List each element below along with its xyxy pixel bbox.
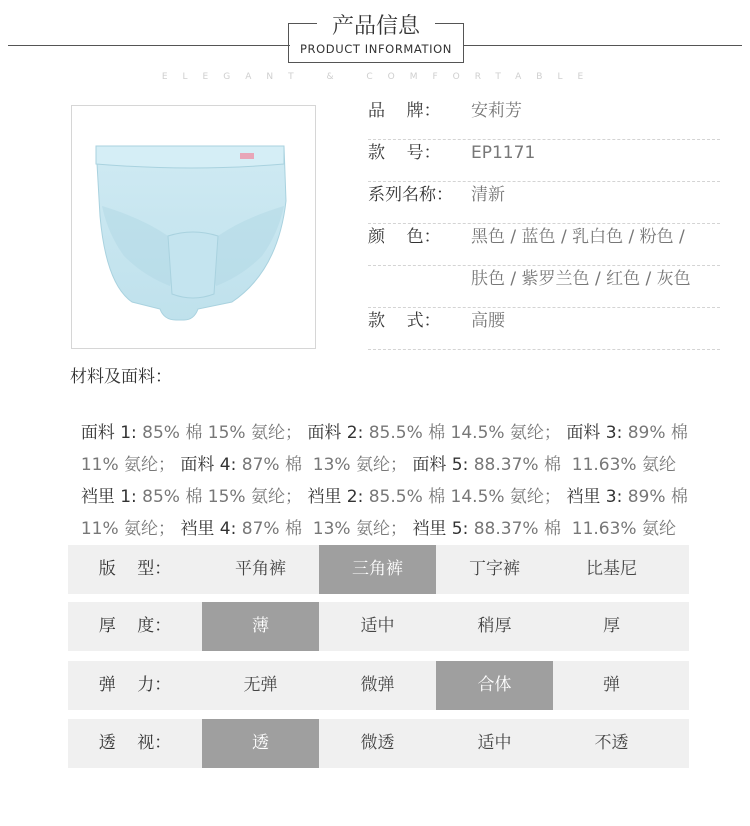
material-value: 85% 棉 15% 氨纶； <box>136 423 308 443</box>
material-value: 11% 氨纶； <box>80 519 181 539</box>
spec-row-color <box>368 224 720 266</box>
attr-label: 透 视： <box>98 733 172 753</box>
underwear-icon <box>72 106 315 348</box>
attr-option: 微弹 <box>360 675 395 695</box>
spec-row-series <box>368 182 720 224</box>
material-value: 88.37% 棉 11.63% 氨纶 <box>468 455 676 475</box>
spec-row-style <box>368 308 720 350</box>
attr-option: 平角裤 <box>235 559 286 579</box>
material-label: 面料 4: <box>180 455 237 475</box>
spec-row-model <box>368 140 720 182</box>
material-label: 裆里 3: <box>566 487 623 507</box>
attr-row-fit <box>68 545 689 594</box>
attr-label: 版 型： <box>98 559 172 579</box>
material-value: 85.5% 棉 14.5% 氨纶； <box>363 423 567 443</box>
attr-option: 厚 <box>603 616 620 636</box>
attr-option: 不透 <box>594 733 629 753</box>
materials-title: 材料及面料： <box>70 367 172 387</box>
header-rule-right <box>464 45 742 46</box>
attr-row-thickness <box>68 602 689 651</box>
material-label: 裆里 5: <box>412 519 469 539</box>
tagline: ELEGANT & COMFORTABLE <box>161 72 599 82</box>
attr-row-transparency <box>68 719 689 768</box>
spec-value: 肤色 / 紫罗兰色 / 红色 / 灰色 <box>471 269 691 289</box>
material-value: 88.37% 棉 11.63% 氨纶 <box>468 519 676 539</box>
product-image <box>71 105 316 349</box>
attr-option: 适中 <box>360 616 395 636</box>
attr-option: 弹 <box>603 675 620 695</box>
material-value: 85% 棉 15% 氨纶； <box>136 487 308 507</box>
section-subtitle: PRODUCT INFORMATION <box>300 42 452 56</box>
spec-value: 高腰 <box>471 311 505 331</box>
attr-label: 厚 度： <box>98 616 172 636</box>
spec-value: EP1171 <box>471 143 536 163</box>
material-value: 11% 氨纶； <box>80 455 181 475</box>
material-label: 面料 2: <box>307 423 364 443</box>
material-label: 裆里 4: <box>180 519 237 539</box>
material-label: 面料 5: <box>412 455 469 475</box>
spec-value: 黑色 / 蓝色 / 乳白色 / 粉色 / <box>471 227 685 247</box>
section-title: 产品信息 <box>331 14 420 39</box>
attr-option: 无弹 <box>243 675 278 695</box>
attr-option: 透 <box>202 719 319 768</box>
spec-label: 款 式： <box>368 311 441 331</box>
material-label: 面料 1: <box>80 423 137 443</box>
material-value: 89% 棉 <box>622 423 688 443</box>
spec-label: 颜 色： <box>368 227 441 247</box>
spec-label: 品 牌： <box>368 101 441 121</box>
attr-option: 薄 <box>202 602 319 651</box>
spec-label: 系列名称： <box>368 185 453 205</box>
header-rule-left <box>8 45 290 46</box>
material-value: 87% 棉 13% 氨纶； <box>236 519 413 539</box>
attr-row-elasticity <box>68 661 689 710</box>
materials-line <box>70 490 676 542</box>
material-value: 89% 棉 <box>622 487 688 507</box>
attr-option: 微透 <box>360 733 395 753</box>
spec-label: 款 号： <box>368 143 441 163</box>
material-label: 裆里 1: <box>80 487 137 507</box>
spec-row-color-cont <box>368 266 720 308</box>
attr-label: 弹 力： <box>98 675 172 695</box>
attr-option: 适中 <box>477 733 512 753</box>
spec-row-brand <box>368 98 720 140</box>
spec-value: 清新 <box>471 185 505 205</box>
material-value: 87% 棉 13% 氨纶； <box>236 455 413 475</box>
material-value: 85.5% 棉 14.5% 氨纶； <box>363 487 567 507</box>
material-label: 面料 3: <box>566 423 623 443</box>
attr-option: 稍厚 <box>477 616 512 636</box>
attr-option: 合体 <box>436 661 553 710</box>
attr-option: 丁字裤 <box>469 559 520 579</box>
attr-option: 三角裤 <box>319 545 436 594</box>
attr-option: 比基尼 <box>586 559 637 579</box>
spec-value: 安莉芳 <box>471 101 522 121</box>
material-label: 裆里 2: <box>307 487 364 507</box>
